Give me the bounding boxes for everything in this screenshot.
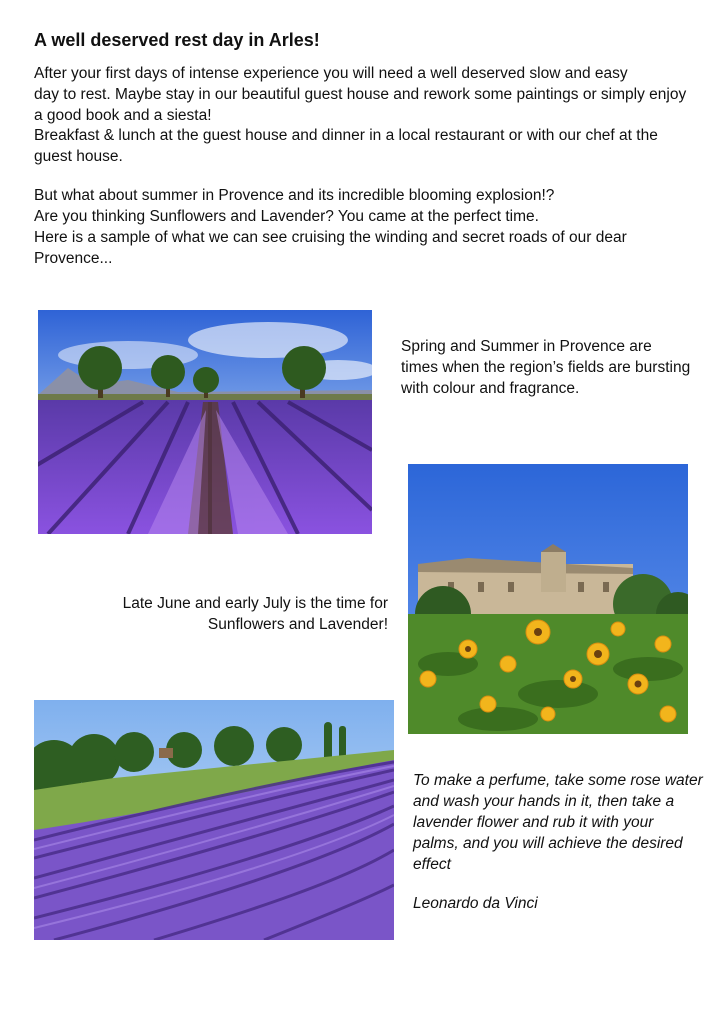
intro-paragraph-meals: Breakfast & lunch at the guest house and dinner in a local restaurant or with our chef at the guest house. (34, 127, 658, 165)
page-title: A well deserved rest day in Arles! (34, 30, 320, 50)
intro-provence-roads: Here is a sample of what we can see cruising the winding and secret roads of our dear Provence... (34, 229, 627, 267)
quote-author: Leonardo da Vinci (413, 895, 538, 912)
caption-late-june: Late June and early July is the time for Sunflowers and Lavender! (122, 595, 388, 633)
lavender-rows-photo (34, 700, 394, 940)
intro-sunflowers-lavender: Are you thinking Sunflowers and Lavender? You came at the perfect time. (34, 208, 539, 225)
lavender-field-photo (38, 310, 372, 534)
intro-line-1: After your first days of intense experience you will need a well deserved slow and easy (34, 65, 628, 82)
caption-spring-summer: Spring and Summer in Provence are times when the region’s fields are bursting with colour and fragrance. (401, 338, 691, 397)
intro-summer-question: But what about summer in Provence and its incredible blooming explosion!? (34, 187, 555, 204)
sunflower-field-photo (408, 464, 688, 734)
intro-paragraph-rest: day to rest. Maybe stay in our beautiful guest house and rework some paintings or simply enjoy a good book and a siesta! (34, 86, 687, 124)
perfume-quote: To make a perfume, take some rose water and wash your hands in it, then take a lavender flower and rub it with your palms, and you will achieve the desired effect (413, 772, 703, 873)
